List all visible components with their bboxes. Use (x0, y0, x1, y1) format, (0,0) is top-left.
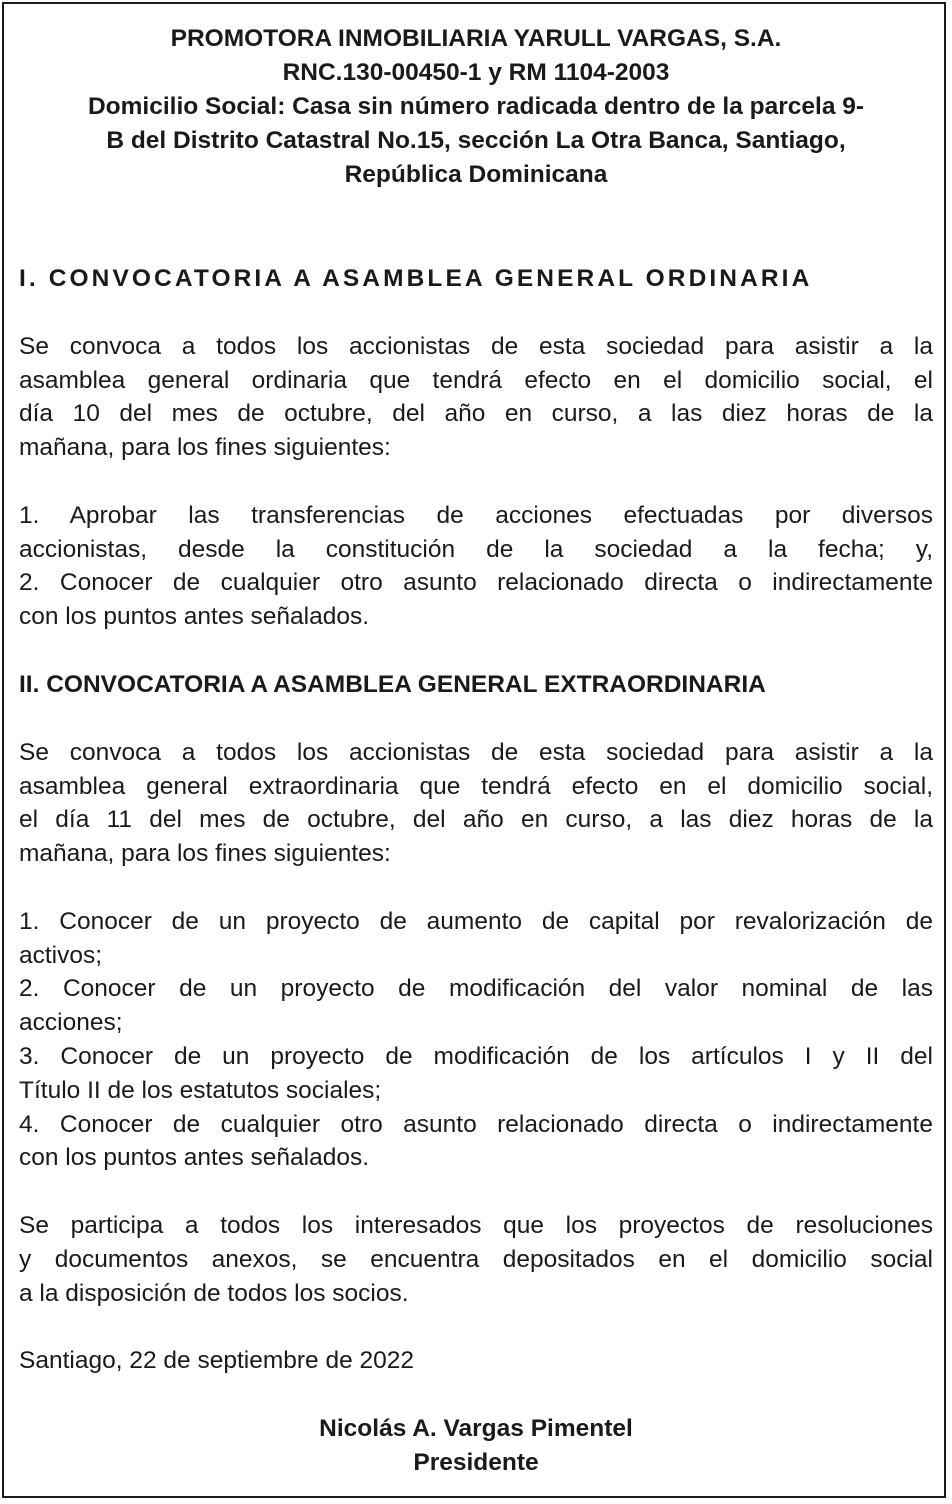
paragraph-line: Se convoca a todos los accionistas de esta sociedad para asistir a la (19, 332, 933, 360)
company-name: PROMOTORA INMOBILIARIA YARULL VARGAS, S.A. (170, 25, 782, 52)
paragraph-line: mañana, para los fines siguientes: (19, 434, 391, 462)
section-2-intro (19, 736, 933, 871)
signatory-name: Nicolás A. Vargas Pimentel (319, 1414, 633, 1442)
list-item-line: 1. Conocer de un proyecto de aumento de capital por revalorización de (19, 907, 933, 935)
signature-block (19, 1412, 933, 1480)
deposit-notice (19, 1209, 933, 1310)
list-item-line: con los puntos antes señalados. (19, 603, 370, 631)
company-address-line: B del Distrito Catastral No.15, sección La Otra Banca, Santiago, (106, 127, 846, 154)
list-item-line: acciones; (19, 1009, 123, 1037)
paragraph-line: Se participa a todos los interesados que los proyectos de resoluciones (19, 1211, 933, 1239)
company-address-line: Domicilio Social: Casa sin número radicada dentro de la parcela 9- (87, 93, 865, 120)
paragraph-line: Se convoca a todos los accionistas de esta sociedad para asistir a la (19, 738, 933, 766)
company-registry: RNC.130-00450-1 y RM 1104-2003 (282, 59, 670, 86)
list-item-line: 3. Conocer de un proyecto de modificación de los artículos I y II del (19, 1042, 933, 1070)
list-item-line: activos; (19, 941, 103, 969)
paragraph-line: asamblea general ordinaria que tendrá efecto en el domicilio social, el (19, 366, 933, 394)
section-1-title: I. CONVOCATORIA A ASAMBLEA GENERAL ORDINARIA (19, 265, 813, 292)
section-2-title: II. CONVOCATORIA A ASAMBLEA GENERAL EXTRAORDINARIA (19, 670, 766, 698)
paragraph-line: asamblea general extraordinaria que tendrá efecto en el domicilio social, (19, 772, 933, 800)
list-item-line: accionistas, desde la constitución de la sociedad a la fecha; y, (19, 535, 933, 563)
section-1-items (19, 499, 933, 634)
list-item-line: 2. Conocer de cualquier otro asunto relacionado directa o indirectamente (19, 569, 933, 597)
list-item-line: 2. Conocer de un proyecto de modificación del valor nominal de las (19, 975, 933, 1003)
signatory-role: Presidente (413, 1448, 539, 1476)
company-address-line: República Dominicana (344, 161, 608, 188)
list-item-line: Título II de los estatutos sociales; (19, 1076, 382, 1104)
document-header (19, 22, 933, 192)
section-2-items (19, 905, 933, 1175)
paragraph-line: el día 11 del mes de octubre, del año en curso, a las diez horas de la (19, 806, 933, 834)
list-item-line: 1. Aprobar las transferencias de acciones efectuadas por diversos (19, 501, 933, 529)
list-item-line: con los puntos antes señalados. (19, 1144, 370, 1172)
paragraph-line: mañana, para los fines siguientes: (19, 840, 391, 868)
paragraph-line: a la disposición de todos los socios. (19, 1279, 409, 1307)
paragraph-line: y documentos anexos, se encuentra depositados en el domicilio social (19, 1245, 933, 1273)
date-line (19, 1344, 933, 1378)
section-1-intro (19, 330, 933, 465)
list-item-line: 4. Conocer de cualquier otro asunto relacionado directa o indirectamente (19, 1110, 933, 1138)
place-date: Santiago, 22 de septiembre de 2022 (19, 1347, 415, 1375)
paragraph-line: día 10 del mes de octubre, del año en curso, a las diez horas de la (19, 400, 933, 428)
notice-document (19, 22, 933, 1479)
